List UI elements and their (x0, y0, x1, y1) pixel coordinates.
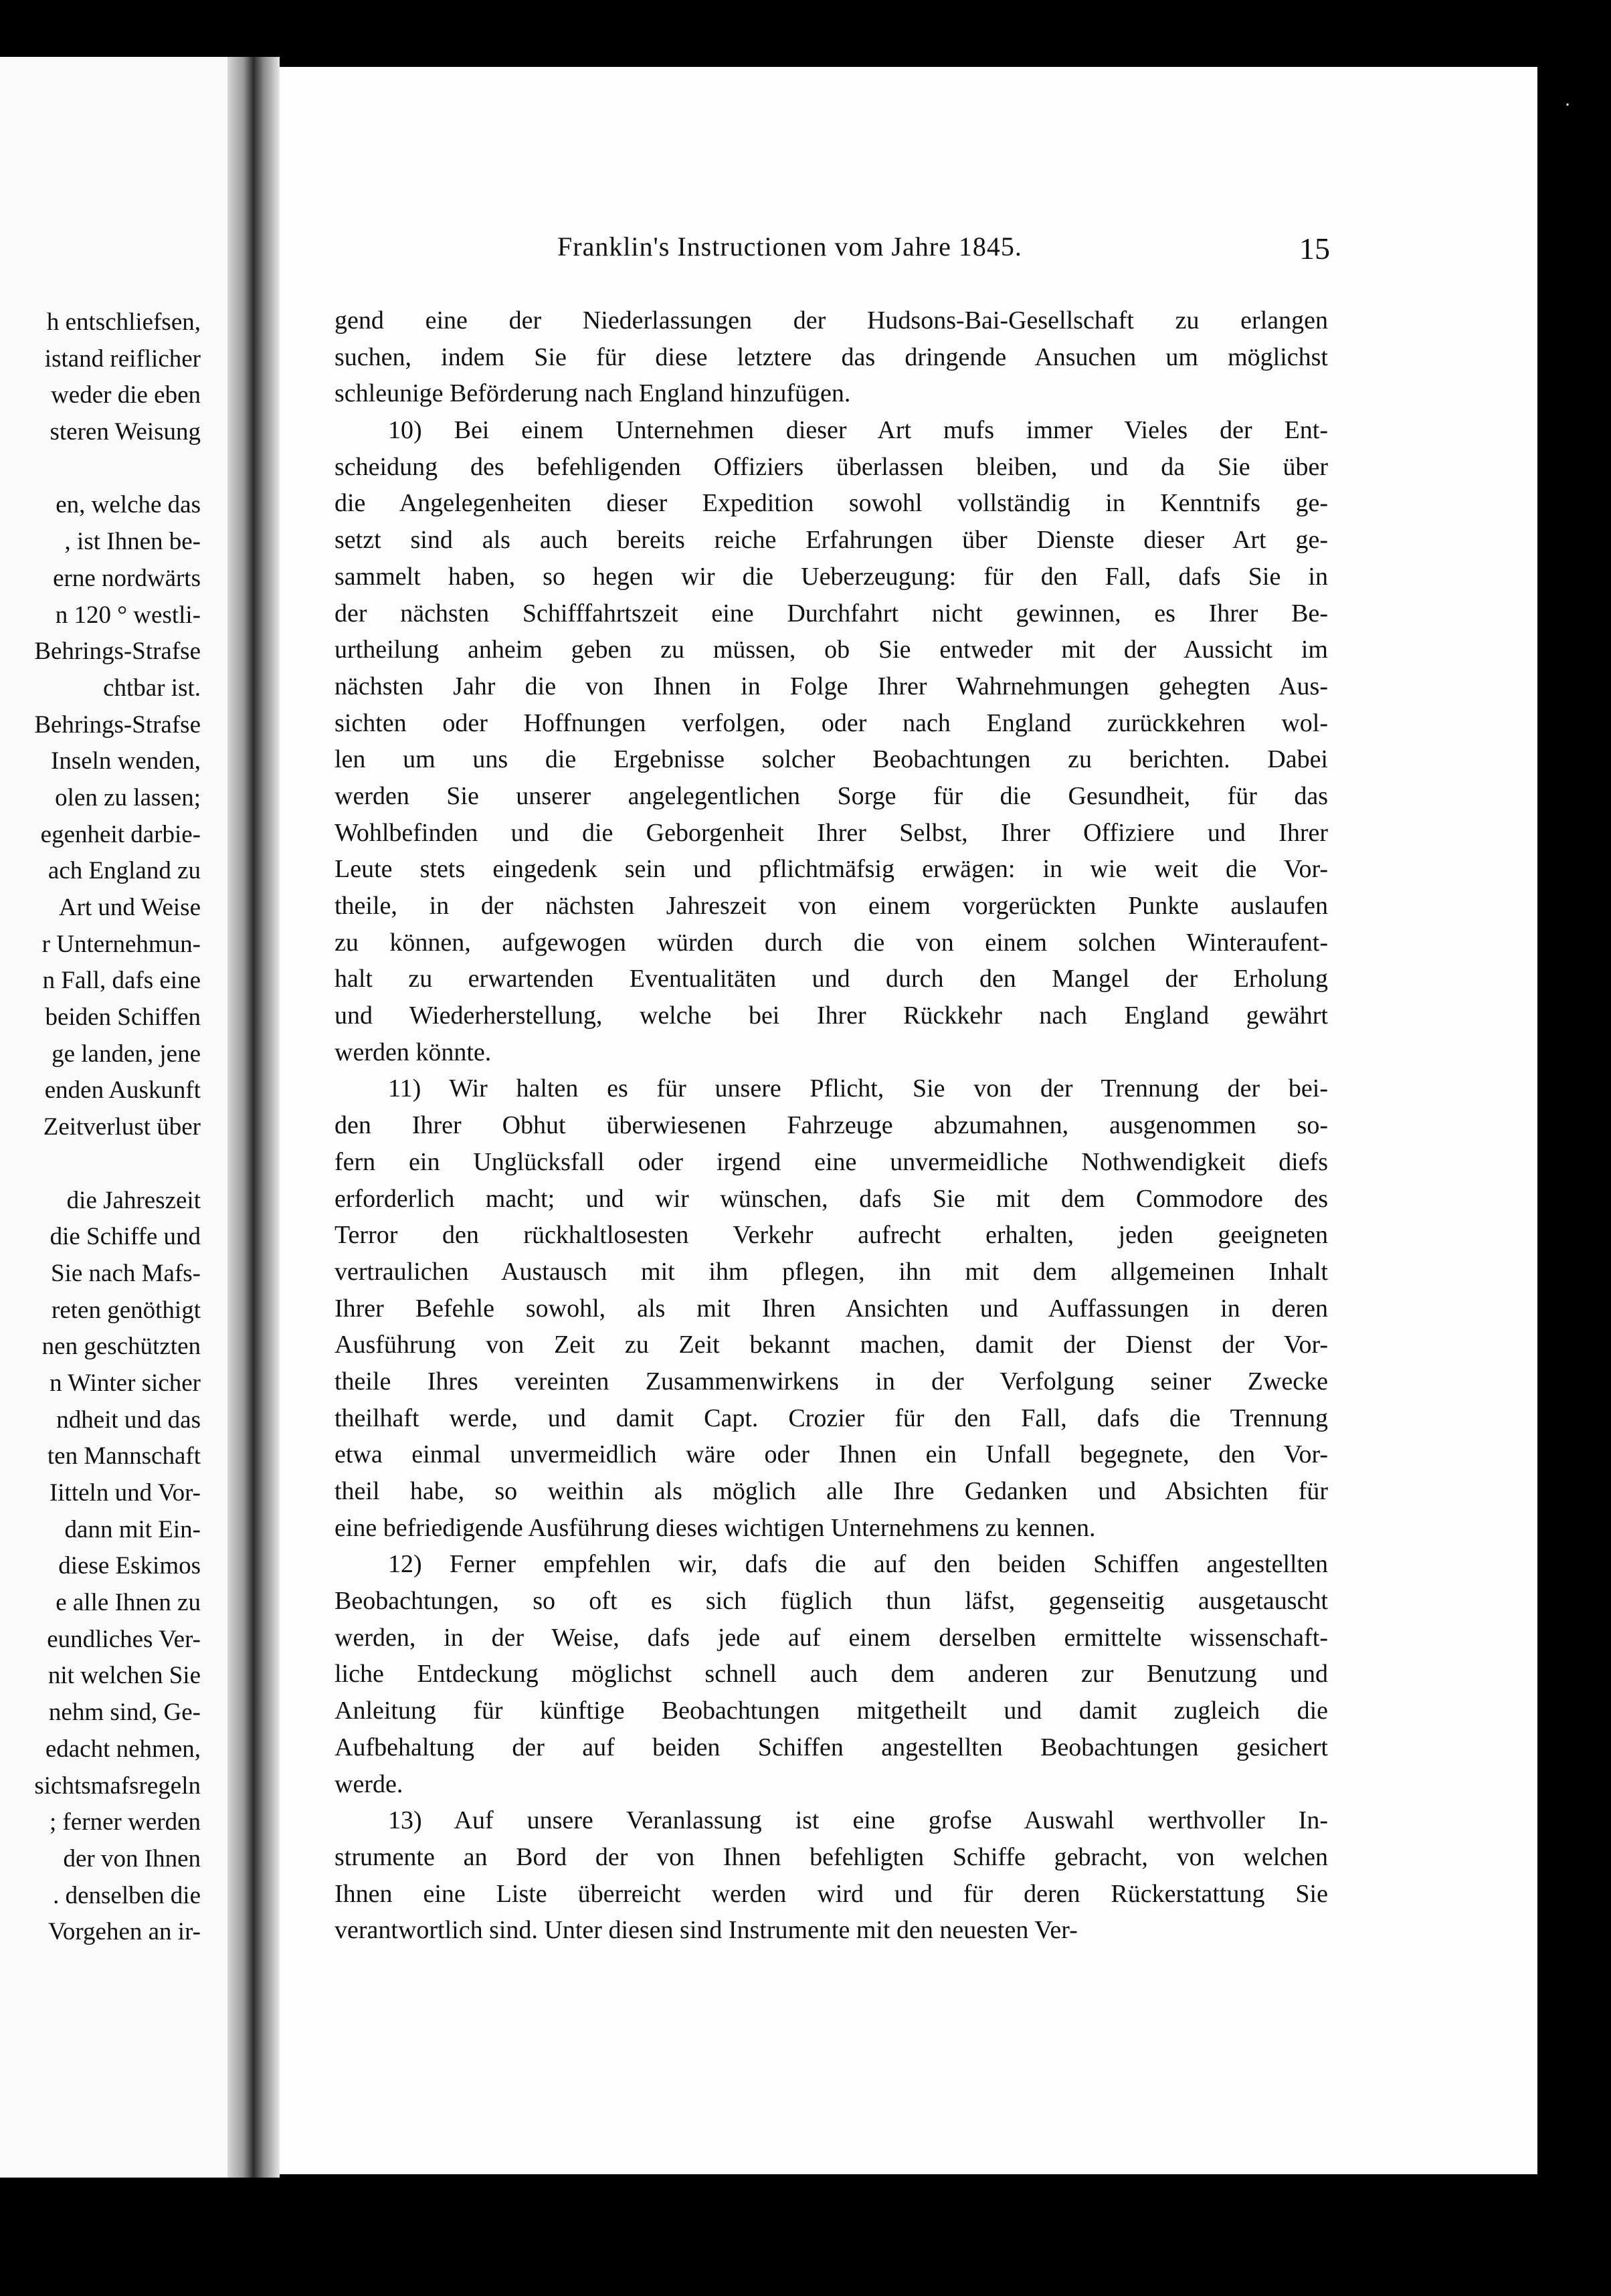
previous-page-line: ; ferner werden (50, 1808, 201, 1836)
text-line: 10) Bei einem Unternehmen dieser Art mufs immer Vieles der Ent- (388, 416, 1328, 445)
text-line: Beobachtungen, so oft es sich füglich thun läfst, gegenseitig ausgetauscht (335, 1587, 1328, 1616)
previous-page-line: reten genöthigt (52, 1296, 201, 1324)
text-line: 13) Auf unsere Veranlassung ist eine grofse Auswahl werthvoller In- (388, 1806, 1328, 1835)
text-line: Ausführung von Zeit zu Zeit bekannt machen, damit der Dienst der Vor- (335, 1331, 1328, 1359)
text-line: theile Ihres vereinten Zusammenwirkens in der Verfolgung seiner Zwecke (335, 1367, 1328, 1396)
previous-page-line: nen geschützten (41, 1333, 201, 1361)
previous-page-line: edacht nehmen, (45, 1735, 201, 1763)
text-line: theilhaft werde, und damit Capt. Crozier für den Fall, dafs die Trennung (335, 1404, 1328, 1432)
text-line: der nächsten Schifffahrtszeit eine Durchfahrt nicht gewinnen, es Ihrer Be- (335, 599, 1328, 628)
previous-page-line: r Unternehmun- (41, 930, 201, 958)
text-line: die Angelegenheiten dieser Expedition sowohl vollständig in Kenntnifs ge- (335, 489, 1328, 518)
previous-page-line: steren Weisung (50, 418, 201, 446)
text-line: schleunige Beförderung nach England hinzufügen. (335, 379, 851, 408)
text-line: zu können, aufgewogen würden durch die von einem solchen Winteraufent- (335, 928, 1328, 957)
previous-page-line: der von Ihnen (63, 1844, 201, 1873)
page-header (280, 231, 1330, 271)
text-line: suchen, indem Sie für diese letztere das dringende Ansuchen um möglichst (335, 343, 1328, 371)
previous-page-line: Iitteln und Vor- (49, 1479, 201, 1507)
text-line: 12) Ferner empfehlen wir, dafs die auf den beiden Schiffen angestellten (388, 1550, 1328, 1579)
text-line: liche Entdeckung möglichst schnell auch dem anderen zur Benutzung und (335, 1660, 1328, 1689)
previous-page-line: ten Mannschaft (47, 1442, 201, 1470)
text-line: Aufbehaltung der auf beiden Schiffen angestellten Beobachtungen gesichert (335, 1733, 1328, 1761)
previous-page-line: die Jahreszeit (66, 1186, 201, 1214)
text-line: strumente an Bord der von Ihnen befehligten Schiffe gebracht, von welchen (335, 1842, 1328, 1871)
text-line: sammelt haben, so hegen wir die Ueberzeugung: für den Fall, dafs Sie in (335, 562, 1328, 591)
previous-page-line: diese Eskimos (58, 1552, 201, 1580)
previous-page-line: eundliches Ver- (47, 1625, 201, 1653)
text-line: gend eine der Niederlassungen der Hudsons-Bai-Gesellschaft zu erlangen (335, 306, 1328, 334)
text-line: Ihnen eine Liste überreicht werden wird und für deren Rückerstattung Sie (335, 1879, 1328, 1908)
previous-page-line: . denselben die (53, 1881, 201, 1909)
previous-page-line: nit welchen Sie (48, 1662, 201, 1690)
previous-page-line: , ist Ihnen be- (64, 528, 201, 556)
text-line: erforderlich macht; und wir wünschen, dafs Sie mit dem Commodore des (335, 1184, 1328, 1213)
text-line: verantwortlich sind. Unter diesen sind Instrumente mit den neuesten Ver- (335, 1916, 1078, 1945)
previous-page-line: beiden Schiffen (45, 1003, 201, 1032)
text-line: Ihrer Befehle sowohl, als mit Ihren Ansichten und Auffassungen in deren (335, 1294, 1328, 1323)
previous-page-line: Sie nach Mafs- (51, 1259, 201, 1287)
text-line: halt zu erwartenden Eventualitäten und durch den Mangel der Erholung (335, 965, 1328, 993)
previous-page-line: egenheit darbie- (40, 820, 201, 848)
scan-edge-mark: · (1564, 94, 1571, 116)
text-line: scheidung des befehligenden Offiziers überlassen bleiben, und da Sie über (335, 452, 1328, 481)
text-line: werden, in der Weise, dafs jede auf einem derselben ermittelte wissenschaft- (335, 1623, 1328, 1652)
previous-page-line: n Fall, dafs eine (42, 967, 201, 995)
previous-page-line: Art und Weise (58, 894, 201, 921)
body-text (335, 302, 1328, 1949)
text-line: Anleitung für künftige Beobachtungen mitgetheilt und damit zugleich die (335, 1697, 1328, 1725)
text-line: len um uns die Ergebnisse solcher Beobachtungen zu berichten. Dabei (335, 745, 1328, 774)
text-line: urtheilung anheim geben zu müssen, ob Sie entweder mit der Aussicht im (335, 636, 1328, 664)
previous-page-line: enden Auskunft (44, 1076, 201, 1105)
previous-page-line: h entschliefsen, (46, 308, 201, 336)
previous-page-text (0, 304, 201, 1951)
previous-page-line: erne nordwärts (53, 564, 201, 592)
previous-page-line: chtbar ist. (103, 674, 201, 702)
text-line: den Ihrer Obhut überwiesenen Fahrzeuge abzumahnen, ausgenommen so- (335, 1111, 1328, 1140)
previous-page-line: die Schiffe und (50, 1223, 201, 1251)
previous-page-line: Inseln wenden, (51, 747, 201, 775)
previous-page-line: e alle Ihnen zu (56, 1589, 201, 1617)
previous-page-line: Behrings-Strafse (34, 710, 201, 739)
text-line: werden Sie unserer angelegentlichen Sorge für die Gesundheit, für das (335, 781, 1328, 810)
text-line: setzt sind als auch bereits reiche Erfahrungen über Dienste dieser Art ge- (335, 526, 1328, 555)
text-line: Leute stets eingedenk sein und pflichtmäfsig erwägen: in wie weit die Vor- (335, 855, 1328, 884)
previous-page-line: n 120 ° westli- (55, 601, 201, 629)
previous-page-line: ge landen, jene (52, 1040, 201, 1068)
previous-page-line: en, welche das (56, 491, 201, 519)
text-line: werden könnte. (335, 1038, 492, 1066)
text-line: sichten oder Hoffnungen verfolgen, oder nach England zurückkehren wol- (335, 708, 1328, 737)
text-line: etwa einmal unvermeidlich wäre oder Ihnen ein Unfall begegnete, den Vor- (335, 1440, 1328, 1469)
text-line: theil habe, so weithin als möglich alle Ihre Gedanken und Absichten für (335, 1477, 1328, 1505)
previous-page-line: n Winter sicher (50, 1369, 201, 1397)
text-line: vertraulichen Austausch mit ihm pflegen, ihn mit dem allgemeinen Inhalt (335, 1257, 1328, 1286)
previous-page-line: Behrings-Strafse (34, 638, 201, 666)
text-line: Wohlbefinden und die Geborgenheit Ihrer Selbst, Ihrer Offiziere und Ihrer (335, 818, 1328, 847)
previous-page-line: olen zu lassen; (55, 783, 201, 811)
text-line: nächsten Jahr die von Ihnen in Folge Ihrer Wahrnehmungen gehegten Aus- (335, 672, 1328, 700)
text-line: eine befriedigende Ausführung dieses wichtigen Unternehmens zu kennen. (335, 1513, 1096, 1542)
text-line: Terror den rückhaltlosesten Verkehr aufrecht erhalten, jeden geeigneten (335, 1221, 1328, 1250)
text-line: fern ein Unglücksfall oder irgend eine unvermeidliche Nothwendigkeit diefs (335, 1147, 1328, 1176)
previous-page-line (0, 451, 201, 488)
previous-page-line: istand reiflicher (44, 345, 201, 373)
book-gutter (227, 57, 280, 2178)
previous-page-line: ach England zu (48, 857, 201, 885)
previous-page-line: weder die eben (51, 381, 201, 409)
text-line: theile, in der nächsten Jahreszeit von einem vorgerückten Punkte auslaufen (335, 892, 1328, 920)
previous-page-line: sichtsmafsregeln (34, 1772, 201, 1800)
text-line: 11) Wir halten es für unsere Pflicht, Sie von der Trennung der bei- (388, 1074, 1328, 1103)
text-line: und Wiederherstellung, welche bei Ihrer Rückkehr nach England gewährt (335, 1001, 1328, 1030)
previous-page-line: ndheit und das (56, 1406, 201, 1434)
running-title: Franklin's Instructionen vom Jahre 1845. (557, 231, 1022, 262)
previous-page-line (0, 1146, 201, 1183)
previous-page-fragment (0, 57, 227, 2178)
page-number: 15 (1299, 231, 1330, 266)
previous-page-line: Zeitverlust über (43, 1113, 201, 1141)
text-line: werde. (335, 1769, 403, 1798)
previous-page-line: dann mit Ein- (64, 1515, 201, 1543)
previous-page-line: nehm sind, Ge- (48, 1699, 201, 1727)
previous-page-line: Vorgehen an ir- (48, 1918, 201, 1946)
